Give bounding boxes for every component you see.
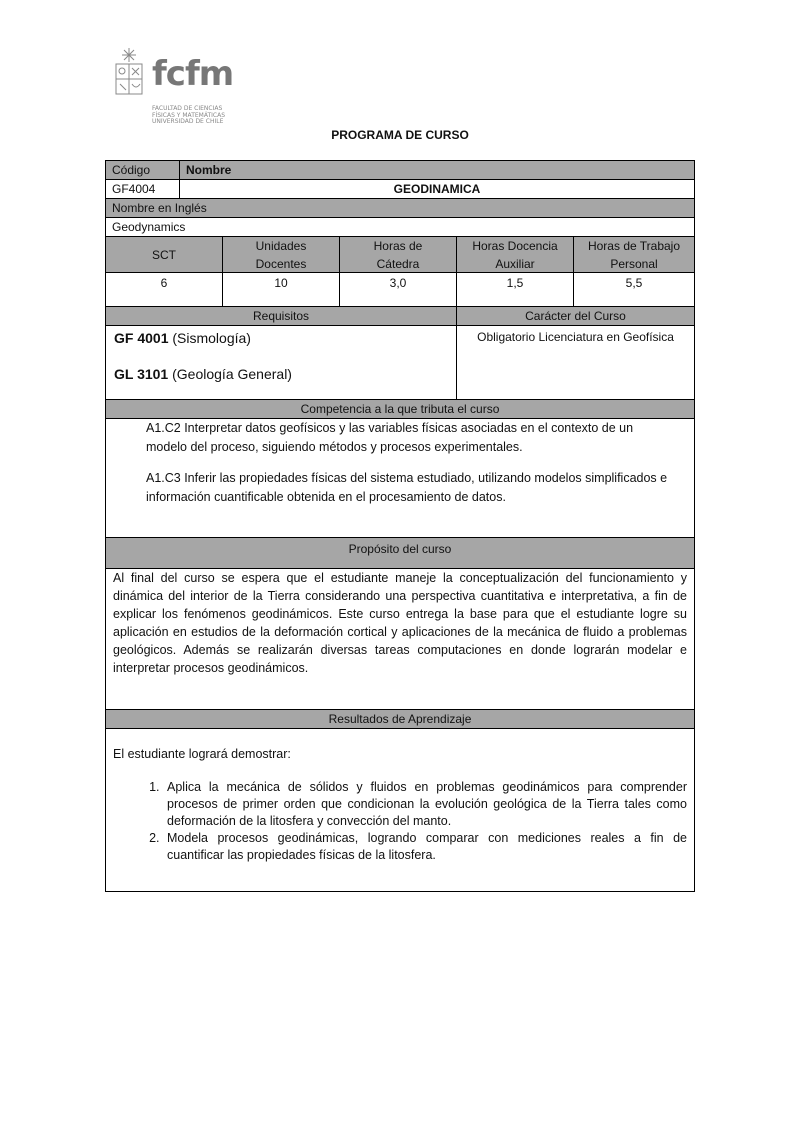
resultados-list bbox=[113, 779, 687, 864]
requisitos-list bbox=[105, 325, 457, 400]
horas-auxiliar-label: Horas Docencia Auxiliar bbox=[456, 236, 574, 273]
university-crest-icon bbox=[112, 46, 146, 102]
competencia-item: A1.C3 Inferir las propiedades físicas del sistema estudiado, utilizando modelos simplificados e información cuantificable obtenida en el procesamiento de datos. bbox=[146, 471, 668, 504]
requisito-item: GF 4001 (Sismología) bbox=[114, 330, 251, 346]
competencia-label: Competencia a la que tributa el curso bbox=[105, 399, 695, 419]
horas-catedra-label: Horas de Cátedra bbox=[339, 236, 457, 273]
nombre-value: GEODINAMICA bbox=[179, 179, 695, 199]
page-title: PROGRAMA DE CURSO bbox=[331, 128, 469, 142]
faculty-name: FACULTAD DE CIENCIAS FÍSICAS Y MATEMÁTICAS UNIVERSIDAD DE CHILE bbox=[152, 105, 226, 125]
codigo-label: Código bbox=[105, 160, 180, 180]
resultados-content bbox=[105, 728, 695, 892]
sct-label: SCT bbox=[105, 236, 223, 273]
unidades-docentes-value: 10 bbox=[222, 272, 340, 307]
requisito-item: GL 3101 (Geología General) bbox=[114, 366, 292, 382]
horas-personal-value: 5,5 bbox=[573, 272, 695, 307]
competencia-content bbox=[105, 418, 695, 538]
resultados-intro: El estudiante logrará demostrar: bbox=[113, 747, 291, 761]
competencia-item: A1.C2 Interpretar datos geofísicos y las variables físicas asociadas en el contexto de un modelo del proceso, siguiendo métodos y procesos experimentales. bbox=[146, 421, 634, 454]
nombre-label: Nombre bbox=[179, 160, 695, 180]
horas-auxiliar-value: 1,5 bbox=[456, 272, 574, 307]
fcfm-logo bbox=[112, 44, 242, 130]
ingles-value: Geodynamics bbox=[105, 217, 695, 237]
fcfm-wordmark: fcfm bbox=[152, 54, 234, 94]
caracter-label: Carácter del Curso bbox=[456, 306, 695, 326]
horas-personal-label: Horas de Trabajo Personal bbox=[573, 236, 695, 273]
proposito-label: Propósito del curso bbox=[105, 537, 695, 569]
unidades-docentes-label: Unidades Docentes bbox=[222, 236, 340, 273]
caracter-value: Obligatorio Licenciatura en Geofísica bbox=[456, 325, 695, 400]
codigo-value: GF4004 bbox=[105, 179, 180, 199]
horas-catedra-value: 3,0 bbox=[339, 272, 457, 307]
proposito-text: Al final del curso se espera que el estudiante maneje la conceptualización del funcionamiento y dinámica del interior de la Tierra considerando una perspectiva cuantitativa e interpretativa, a fin de explicar los fenómenos geodinámicos. Este curso entrega la base para que el estudiante logre su aplicación en estudios de la deformación cortical y aplicaciones de la mecánica de fluido a problemas geológicos. Además se realizarán diversas tareas computaciones en donde lograrán modelar e interpretar procesos geodinámicos. bbox=[105, 568, 695, 710]
resultados-label: Resultados de Aprendizaje bbox=[105, 709, 695, 729]
list-item: 1. Aplica la mecánica de sólidos y fluidos en problemas geodinámicos para comprender procesos de primer orden que condicionan la evolución geológica de la Tierra tales como deformación de la litosfera y convección del manto. bbox=[163, 779, 687, 830]
sct-value: 6 bbox=[105, 272, 223, 307]
ingles-label: Nombre en Inglés bbox=[105, 198, 695, 218]
list-item: 2. Modela procesos geodinámicas, logrando comparar con mediciones reales a fin de cuantificar las propiedades físicas de la litosfera. bbox=[163, 830, 687, 864]
requisitos-label: Requisitos bbox=[105, 306, 457, 326]
